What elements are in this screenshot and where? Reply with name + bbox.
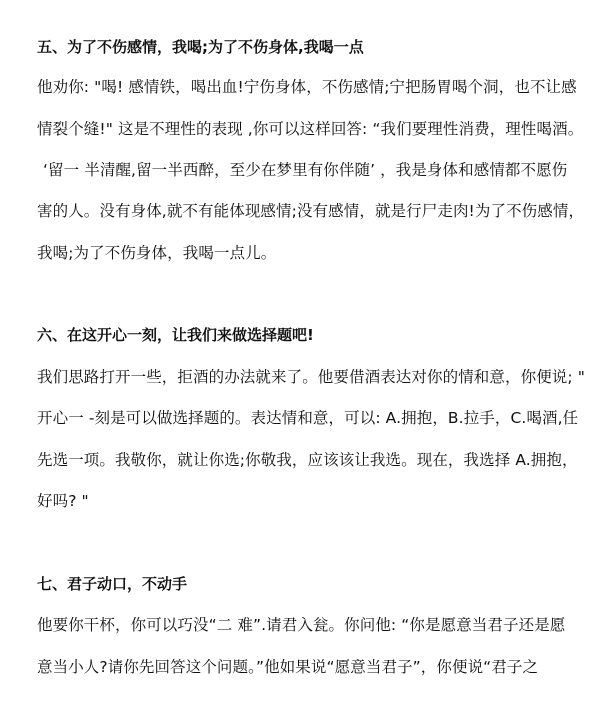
section-5-line-1: 他劝你: "喝! 感情铁，喝出血!宁伤身体，不伤感情;宁把肠胃喝个洞，也不让感 — [37, 78, 577, 96]
section-5-line-4: 害的人。没有身体,就不有能体现感情;没有感情，就是行尸走肉!为了不伤感情， — [37, 202, 585, 220]
section-7-heading: 七、君子动口，不动手 — [37, 575, 188, 593]
section-7-line-2: 意当小人?请你先回答这个问题。”他如果说“愿意当君子”，你便说“君子之 — [37, 658, 539, 676]
section-6-line-4: 好吗? " — [37, 492, 89, 510]
section-5-line-5: 我喝;为了不伤身体，我喝一点儿。 — [37, 244, 277, 262]
section-5-line-3: ‘留一 半清醒,留一半西醉，至少在梦里有你伴随’ ，我是身体和感情都不愿伤 — [43, 161, 568, 179]
section-6-line-2: 开心一 -刻是可以做选择题的。表达情和意，可以: A.拥抱，B.拉手，C.喝酒,任 — [37, 409, 579, 427]
section-7-line-1: 他要你干杯，你可以巧没“二 难”.请君入瓮。你问他: “你是愿意当君子还是愿 — [37, 616, 566, 634]
section-6-heading: 六、在这开心一刻，让我们来做选择题吧! — [37, 326, 314, 344]
section-6-line-3: 先选一项。我敬你，就让你选;你敬我，应该该让我选。现在，我选择 A.拥抱， — [37, 451, 578, 469]
section-6-line-1: 我们思路打开一些，拒酒的办法就来了。他要借酒表达对你的情和意，你便说; " — [37, 368, 585, 386]
section-5-line-2: 情裂个缝!" 这是不理性的表现 ,你可以这样回答: “我们要理性消费，理性喝酒。 — [37, 120, 584, 138]
section-5-heading: 五、为了不伤感情，我喝;为了不伤身体,我喝一点 — [37, 38, 364, 56]
